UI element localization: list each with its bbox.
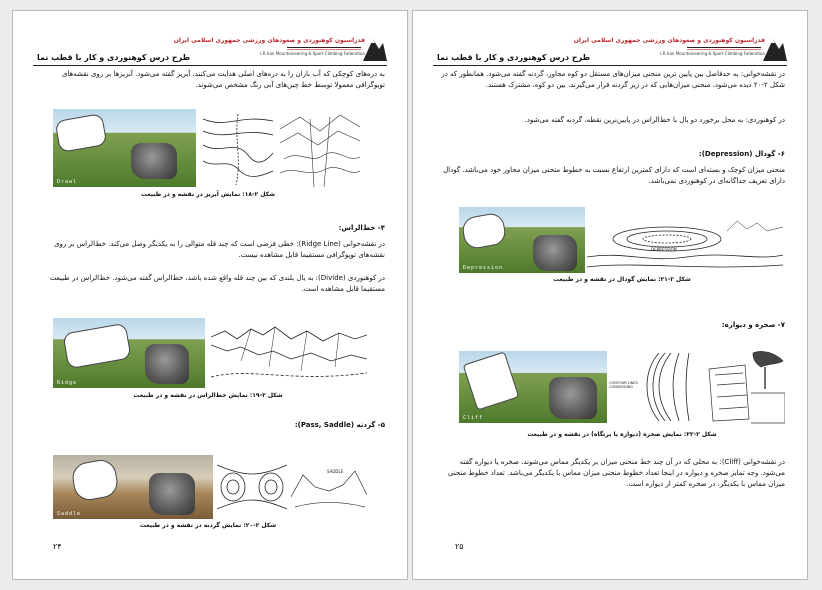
map-plate [463,351,520,410]
fist-illustration [145,344,189,384]
logo-name-en: I.R.Iran Mountaineering & Sport Climbing Federation [260,51,365,56]
section-paragraph: در کوهنوردی (Divide): به یال بلندی که بین چند قله واقع شده باشد، خط‌الراس گفته می‌شود. خط‌الراس در طبیعت مستقیما قابل مشاهده است. [49,274,385,293]
figure-caption: شکل ۲-۱۸: نمایش آبریز در نقشه و در طبیعت [140,191,276,198]
fist-illustration [149,473,195,515]
figure-caption: شکل ۲-۲۰: نمایش گردنه در نقشه و در طبیعت [139,522,277,529]
section-paragraph: در نقشه‌خوانی (Ridge Line): خطی فرضی است که چند قله متوالی را به یکدیگر وصل می‌کند. خط‌الراس بر روی نقشه‌های توپوگرافی مستقیما قابل مشاهده نیست. [54,240,385,259]
figure-contour-drawl [198,109,278,187]
section-heading: ۴- خط‌الراس: [338,224,385,232]
page-header [33,33,387,66]
depression-label: DEPRESSION [651,247,677,252]
figure-photo-ridge [53,318,205,388]
figure-contour-saddle [215,457,289,517]
intro-paragraph: در کوهنوردی: به محل برخورد دو یال با خط‌الراس در پایین‌ترین نقطه، گردنه گفته می‌شود. [524,116,785,124]
figure-caption: شکل ۲-۲۲: نمایش صخره (دیواره یا پرتگاه) در نقشه و در طبیعت [527,431,717,438]
figure-contour-cliff [609,351,703,423]
figure-sketch-depression [587,217,783,273]
fist-illustration [549,377,597,419]
figure-tag: Drawl [57,179,78,185]
section-heading: ۵- گردنه (Pass, Saddle): [294,421,385,429]
federation-logo [573,33,787,63]
figure-photo-depression [459,207,585,273]
section-heading: ۷- صخره و دیواره: [721,321,785,329]
figure-sketch-ridge [211,321,367,387]
page-number: ۲۵ [455,542,464,551]
header-title: طرح درس کوهنوردی و کار با قطب نما [437,53,591,62]
section-paragraph: منحنی میزان کوچک و بسته‌ای است که دارای کمترین ارتفاع نسبت به خطوط منحنی میزان مجاور خود می‌باشد. گودال دارای تعریف جداگانه‌ای در کوهنوردی نمی‌باشد. [443,166,785,185]
page-number: ۲۴ [53,542,62,551]
intro-paragraph: در نقشه‌خوانی: به حدفاصل بین پایین ترین منحنی میزان‌های مستقل دو کوه مجاور، گردنه گفته می‌شود. همانطور که در شکل ۲-۲۰ دیده می‌شود، منحنی میزان‌هایی که در زیر گردنه قرار می‌گیرند، بین دو کوه، مشترک هستند. [441,70,785,89]
map-plate [62,323,131,370]
figure-tag: Cliff [463,415,484,421]
page-right [412,10,808,580]
figure-sketch-cliff [705,349,785,425]
section-paragraph: در نقشه‌خوانی (Cliff): به محلی که در آن چند خط منحنی میزان بر یکدیگر مماس می‌شوند، صخره یا دیواره گفته می‌شود. وجه تمایز صخره و دیواره در اینجا تعداد خطوط منحنی میزان مماس با یکدیگر می‌باشد. تعداد خطوط منحنی میزان مماس با یکدیگر، در صخره کمتر از دیواره است. [447,458,785,488]
map-plate [55,113,108,153]
logo-name-fa: فدراسیون کوهنوردی و صعودهای ورزشی جمهوری اسلامی ایران [573,37,765,44]
figure-photo-saddle [53,455,213,519]
logo-name-en: I.R.Iran Mountaineering & Sport Climbing Federation [660,51,765,56]
section-heading: ۶- گودال (Depression): [698,150,785,158]
figure-tag: Saddle [57,511,82,517]
fist-illustration [533,235,577,271]
saddle-label: SADDLE [327,469,344,474]
map-plate [461,212,508,251]
figure-tag: Depression [463,265,504,271]
figure-photo-drawl [53,109,196,187]
map-plate [70,457,120,502]
page-left [12,10,408,580]
header-title: طرح درس کوهنوردی و کار با قطب نما [37,53,191,62]
page-header [433,33,787,66]
figure-caption: شکل ۲-۱۹: نمایش خط‌الراس در نقشه و در طبیعت [133,392,283,399]
federation-logo [173,33,387,63]
logo-name-fa: فدراسیون کوهنوردی و صعودهای ورزشی جمهوری اسلامی ایران [173,37,365,44]
fist-illustration [131,143,177,179]
figure-sketch-drawl [280,109,360,187]
figure-photo-cliff [459,351,607,423]
figure-caption: شکل ۲-۲۱: نمایش گودال در نقشه و در طبیعت [553,276,691,283]
contour-label: CONTOUR LINES CONVERGING [609,381,638,389]
intro-paragraph: به دره‌های کوچکی که آب باران را به دره‌های اصلی هدایت می‌کنند، آبریز گفته می‌شود. آبریزها بر روی نقشه‌های توپوگرافی معمولا توسط خط چین‌های آبی رنگ مشخص می‌شوند. [61,70,385,89]
figure-sketch-saddle [291,457,367,517]
figure-tag: Ridge [57,380,78,386]
